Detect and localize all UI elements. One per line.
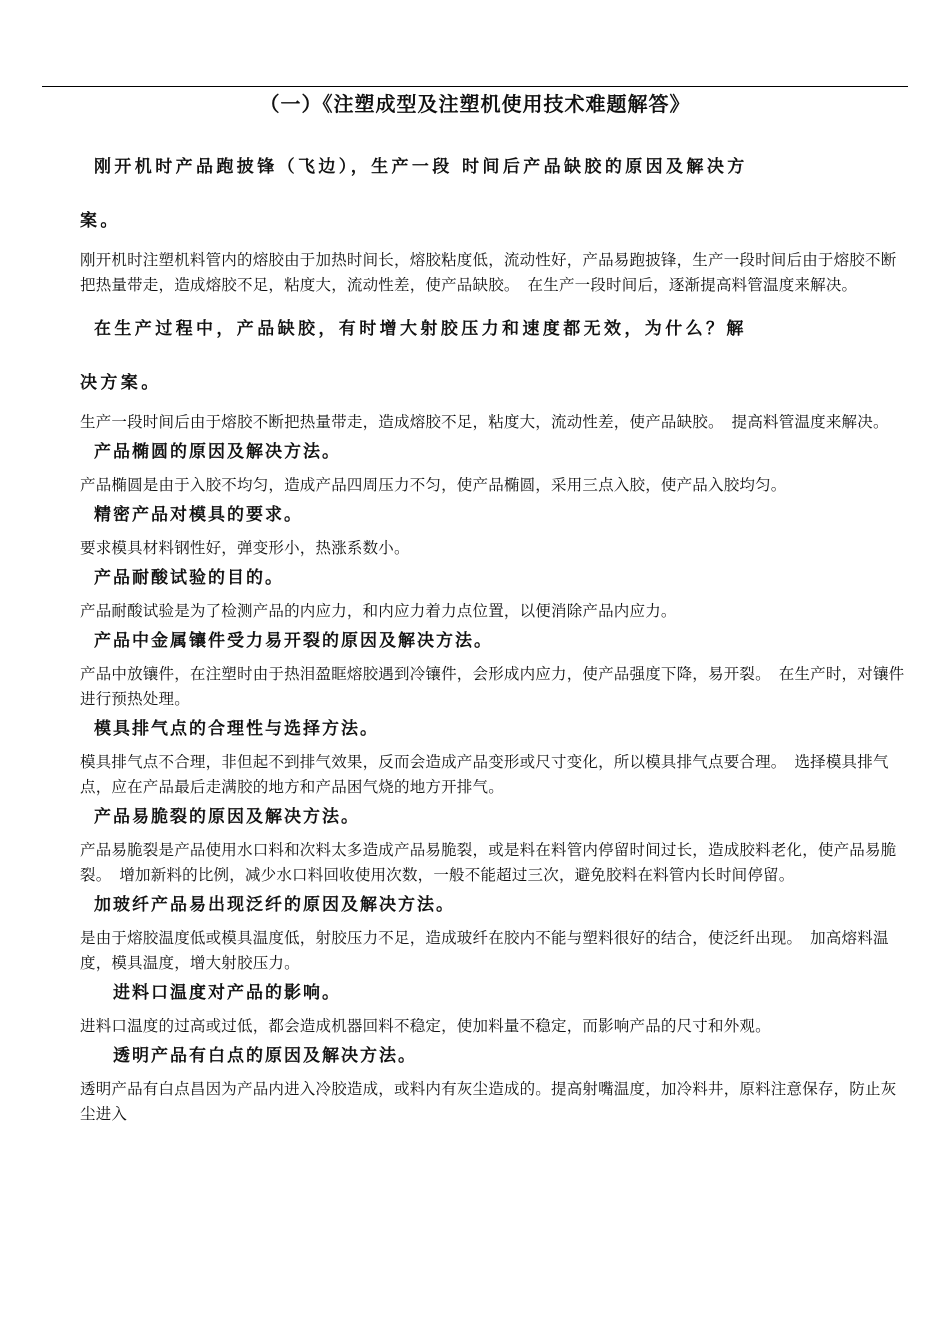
section-answer: 是由于熔胶温度低或模具温度低，射胶压力不足，造成玻纤在胶内不能与塑料很好的结合，使泛纤出现。 加高熔料温度，模具温度，增大射胶压力。 — [80, 929, 889, 972]
section-question: 产品耐酸试验的目的。 — [94, 568, 284, 588]
section-answer: 产品中放镶件，在注塑时由于热泪盈眶熔胶遇到冷镶件，会形成内应力，使产品强度下降，易开裂。 在生产时，对镶件进行预热处理。 — [80, 665, 905, 708]
section-answer: 生产一段时间后由于熔胶不断把热量带走，造成熔胶不足，粘度大，流动性差，使产品缺胶。 提高料管温度来解决。 — [80, 413, 889, 431]
section-question — [80, 140, 910, 248]
section-answer: 刚开机时注塑机料管内的熔胶由于加热时间长，熔胶粘度低，流动性好，产品易跑披锋，生产一段时间后由于熔胶不断把热量带走，造成熔胶不足，粘度大，流动性差，使产品缺胶。 在生产一段时间后，逐渐提高料管温度来解决。 — [80, 251, 897, 294]
section-answer: 产品耐酸试验是为了检测产品的内应力，和内应力着力点位置，以便消除产品内应力。 — [80, 602, 677, 620]
document-body — [80, 140, 910, 1131]
section-answer: 透明产品有白点昌因为产品内进入冷胶造成，或料内有灰尘造成的。提高射嘴温度，加冷料井，原料注意保存，防止灰尘进入 — [80, 1080, 897, 1123]
section-question: 精密产品对模具的要求。 — [94, 505, 303, 525]
header-rule — [42, 86, 908, 87]
section-answer: 产品椭圆是由于入胶不均匀，造成产品四周压力不匀，使产品椭圆，采用三点入胶，使产品入胶均匀。 — [80, 476, 787, 494]
section-question: 透明产品有白点的原因及解决方法。 — [113, 1046, 417, 1066]
section-question — [80, 302, 910, 410]
section-answer: 模具排气点不合理，非但起不到排气效果，反而会造成产品变形或尺寸变化，所以模具排气点要合理。 选择模具排气点，应在产品最后走满胶的地方和产品困气烧的地方开排气。 — [80, 753, 889, 796]
section-answer: 要求模具材料钢性好，弹变形小，热涨系数小。 — [80, 539, 410, 557]
section-question: 产品中金属镶件受力易开裂的原因及解决方法。 — [94, 631, 493, 651]
section-question: 模具排气点的合理性与选择方法。 — [94, 719, 379, 739]
document-title: （一）《注塑成型及注塑机使用技术难题解答》 — [259, 92, 691, 116]
section-answer: 产品易脆裂是产品使用水口料和次料太多造成产品易脆裂，或是料在料管内停留时间过长，造成胶料老化，使产品易脆裂。 增加新料的比例，减少水口料回收使用次数，一般不能超过三次，避免胶料在料管内长时间停留。 — [80, 841, 897, 884]
question-line: 刚开机时产品跑披锋（飞边），生产一段 时间后产品缺胶的原因及解决方 — [94, 157, 748, 177]
section-question: 产品椭圆的原因及解决方法。 — [94, 442, 341, 462]
question-line-continued: 案。 — [80, 211, 121, 231]
section-answer: 进料口温度的过高或过低，都会造成机器回料不稳定，使加料量不稳定，而影响产品的尺寸和外观。 — [80, 1017, 771, 1035]
question-line: 在生产过程中，产品缺胶，有时增大射胶压力和速度都无效，为什么？解 — [94, 319, 747, 339]
section-question: 进料口温度对产品的影响。 — [113, 983, 341, 1003]
section-question: 加玻纤产品易出现泛纤的原因及解决方法。 — [94, 895, 455, 915]
question-line-continued: 决方案。 — [80, 373, 162, 393]
section-question: 产品易脆裂的原因及解决方法。 — [94, 807, 360, 827]
